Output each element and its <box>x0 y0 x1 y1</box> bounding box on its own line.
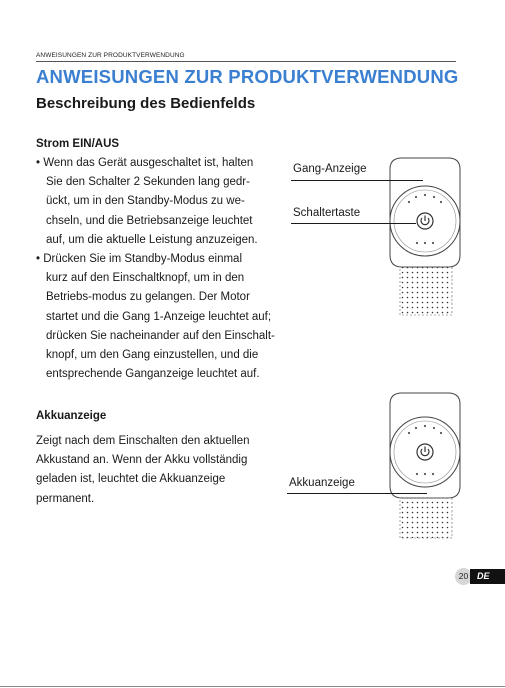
text-line: auf, um die aktuelle Leistung anzuzeigen. <box>46 233 258 246</box>
text-line: • Drücken Sie im Standby-Modus einmal <box>36 252 243 265</box>
power-heading: Strom EIN/AUS <box>36 138 120 150</box>
grip-handle <box>400 498 452 538</box>
text-line: kurz auf den Einschaltknopf, um in den <box>46 272 245 285</box>
switch-button-leader-line <box>291 223 416 224</box>
text-line: drücken Sie nacheinander auf den Einschalt- <box>46 329 275 342</box>
gear-indicator-callout: Gang-Anzeige <box>293 163 367 175</box>
text-line: chseln, und die Betriebsanzeige leuchtet <box>46 214 253 227</box>
gear-indicator-leader-line <box>291 180 423 181</box>
language-badge: DE <box>470 569 505 584</box>
page-number: 20 <box>455 568 472 585</box>
page-bottom-edge <box>0 686 505 687</box>
text-line: Zeigt nach dem Einschalten den aktuellen <box>36 435 250 447</box>
section-subtitle: Beschreibung des Bedienfelds <box>36 95 256 112</box>
text-line: permanent. <box>36 492 95 505</box>
battery-instructions <box>36 432 250 509</box>
text-line: startet und die Gang 1-Anzeige leuchtet auf; <box>46 310 272 323</box>
header-rule <box>36 61 456 62</box>
text-line: Akkustand an. Wenn der Akku vollständig <box>36 454 248 467</box>
power-instructions <box>36 154 275 384</box>
massage-gun-illustration-battery <box>380 390 470 542</box>
power-button-icon <box>417 213 433 229</box>
grip-handle <box>400 267 452 315</box>
text-line: knopf, um den Gang einzustellen, und die <box>46 348 259 361</box>
running-header: ANWEISUNGEN ZUR PRODUKTVERWENDUNG <box>36 52 185 59</box>
text-line: entsprechende Ganganzeige leuchtet auf. <box>46 368 260 381</box>
power-button-icon <box>417 444 433 460</box>
page-title: ANWEISUNGEN ZUR PRODUKTVERWENDUNG <box>36 66 459 87</box>
text-line: • Wenn das Gerät ausgeschaltet ist, halten <box>36 157 254 169</box>
battery-heading: Akkuanzeige <box>36 410 107 422</box>
text-line: Betriebs-modus zu gelangen. Der Motor <box>46 291 250 304</box>
switch-button-callout: Schaltertaste <box>293 207 361 219</box>
battery-indicator-callout: Akkuanzeige <box>289 477 355 489</box>
battery-indicator-leader-line <box>287 493 427 494</box>
text-line: ückt, um in den Standby-Modus zu we- <box>46 195 245 208</box>
text-line: Sie den Schalter 2 Sekunden lang gedr- <box>46 176 250 189</box>
text-line: geladen ist, leuchtet die Akkuanzeige <box>36 473 226 486</box>
